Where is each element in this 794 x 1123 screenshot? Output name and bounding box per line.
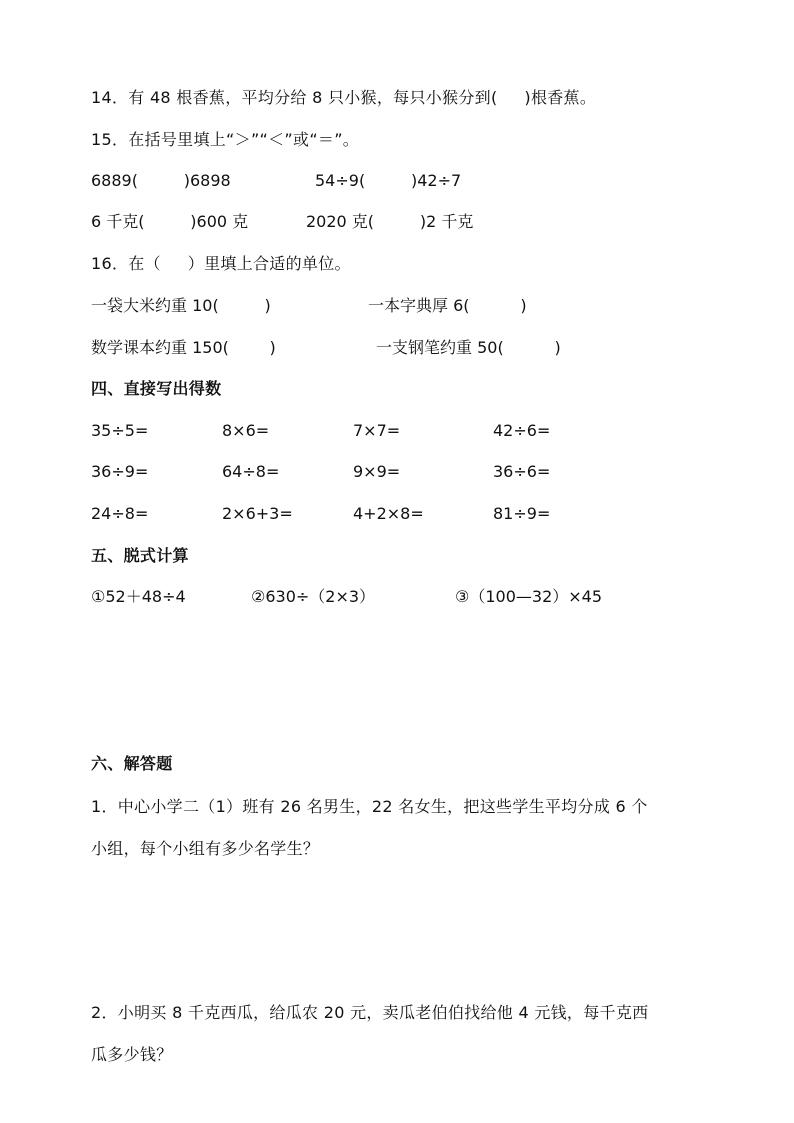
section-4-heading: 四、直接写出得数 <box>91 379 222 398</box>
question-14: 14．有 48 根香蕉，平均分给 8 只小猴，每只小猴分到( )根香蕉。 <box>91 88 597 107</box>
problem-1-line-1: 1．中心小学二（1）班有 26 名男生，22 名女生，把这些学生平均分成 6 个 <box>91 797 648 816</box>
unit-item: 一本字典厚 6( ) <box>368 296 527 315</box>
calc-item: 64÷8= <box>222 462 280 481</box>
compare-item: 2020 克( )2 千克 <box>306 212 474 231</box>
question-15-title: 15．在括号里填上“＞”“＜”或“＝”。 <box>91 130 360 149</box>
problem-2-line-2: 瓜多少钱？ <box>91 1045 173 1064</box>
calc-item: 36÷9= <box>91 462 149 481</box>
calc-item: 35÷5= <box>91 421 149 440</box>
stepwise-calc-item: ②630÷（2×3） <box>251 587 376 606</box>
calc-item: 24÷8= <box>91 504 149 523</box>
calc-item: 42÷6= <box>493 421 551 440</box>
compare-item: 6889( )6898 <box>91 171 231 190</box>
stepwise-calc-item: ①52＋48÷4 <box>91 587 186 606</box>
section-6-heading: 六、解答题 <box>91 754 173 773</box>
calc-item: 36÷6= <box>493 462 551 481</box>
compare-item: 54÷9( )42÷7 <box>315 171 462 190</box>
calc-item: 4+2×8= <box>353 504 424 523</box>
problem-1-line-2: 小组，每个小组有多少名学生？ <box>91 839 320 858</box>
unit-item: 一支钢笔约重 50( ) <box>376 338 561 357</box>
unit-item: 一袋大米约重 10( ) <box>91 296 271 315</box>
stepwise-calc-item: ③（100—32）×45 <box>455 587 603 606</box>
compare-item: 6 千克( )600 克 <box>91 212 249 231</box>
section-5-heading: 五、脱式计算 <box>91 546 189 565</box>
calc-item: 7×7= <box>353 421 401 440</box>
unit-item: 数学课本约重 150( ) <box>91 338 276 357</box>
calc-item: 8×6= <box>222 421 270 440</box>
problem-2-line-1: 2．小明买 8 千克西瓜，给瓜农 20 元，卖瓜老伯伯找给他 4 元钱，每千克西 <box>91 1003 649 1022</box>
question-16-title: 16．在（ ）里填上合适的单位。 <box>91 254 351 273</box>
calc-item: 9×9= <box>353 462 401 481</box>
calc-item: 81÷9= <box>493 504 551 523</box>
calc-item: 2×6+3= <box>222 504 293 523</box>
